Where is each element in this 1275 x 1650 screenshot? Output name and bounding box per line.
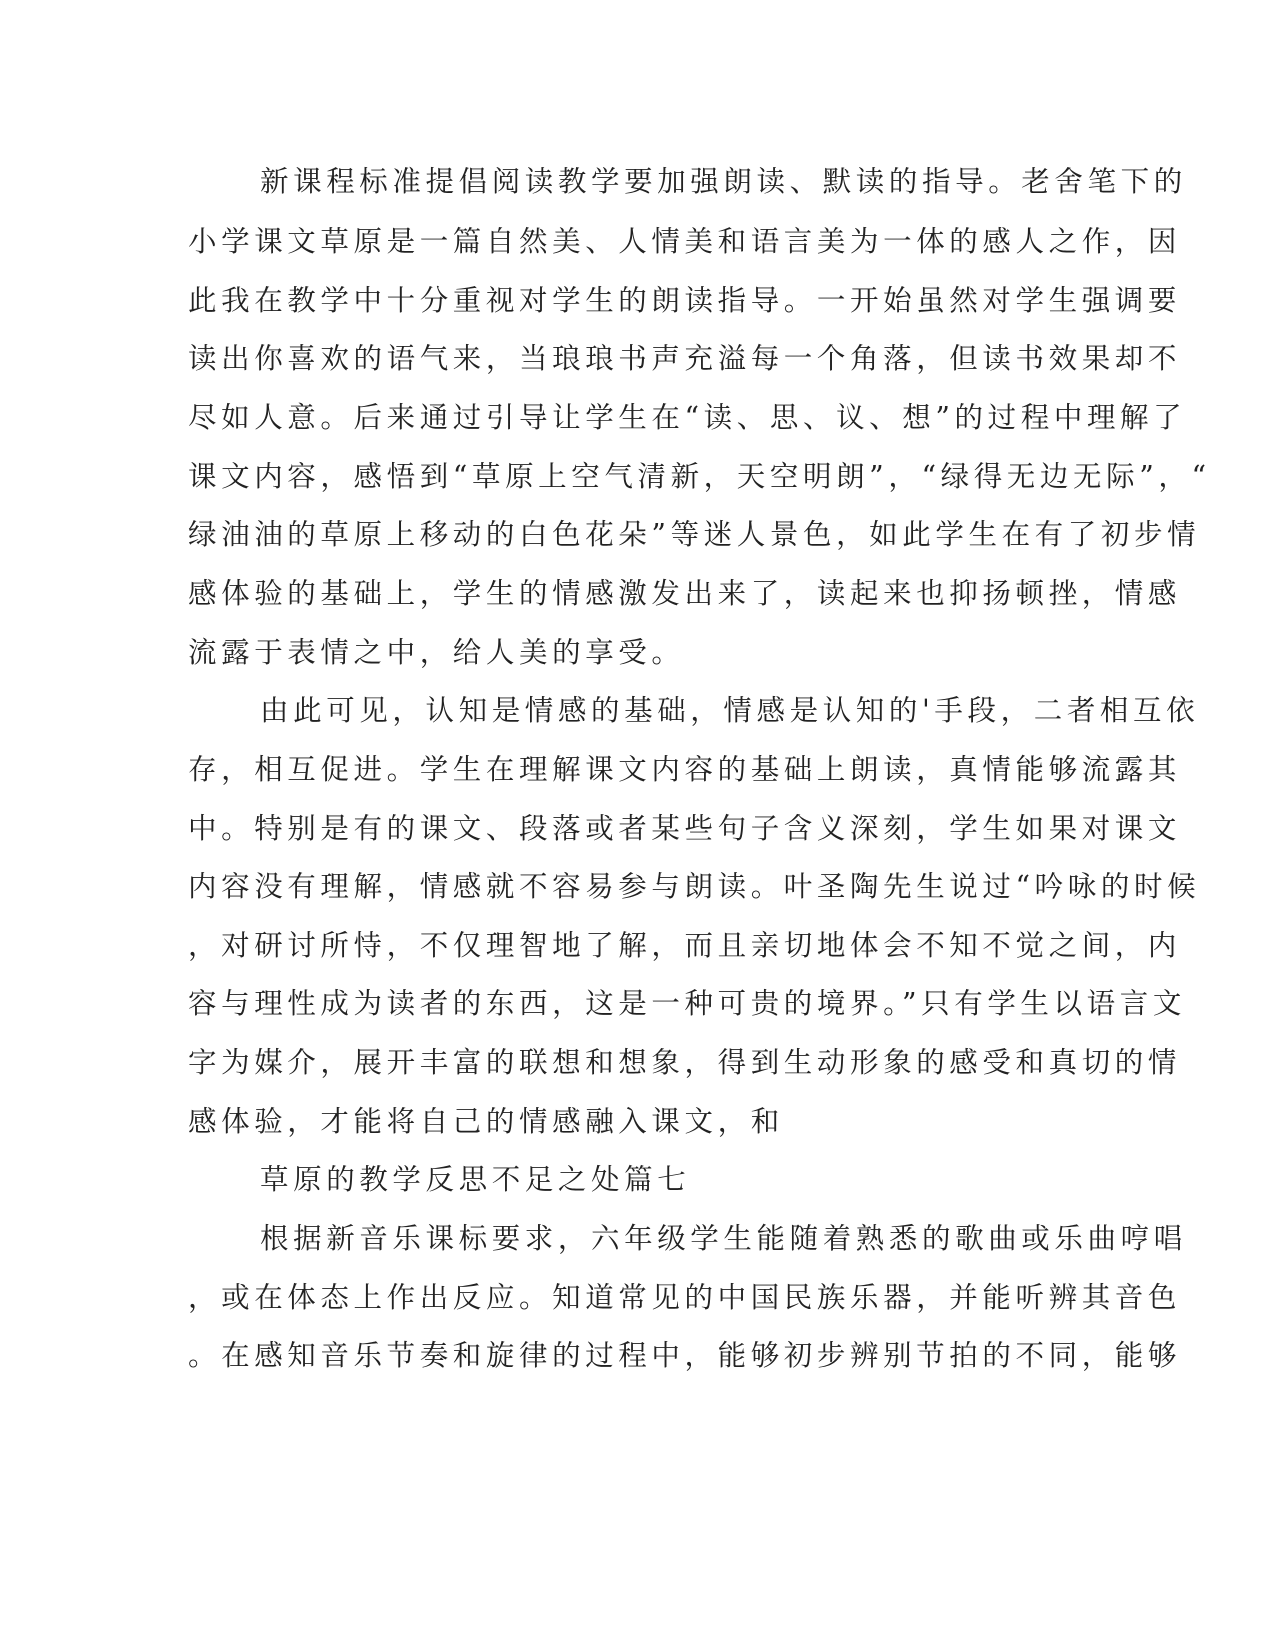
- section-heading: 草原的教学反思不足之处篇七: [260, 1163, 691, 1196]
- paragraph-1-line-8: 感体验的基础上，学生的情感激发出来了，读起来也抑扬顿挫，情感: [188, 577, 1182, 610]
- paragraph-2-line-8: 感体验，才能将自己的情感融入课文，和: [188, 1105, 784, 1138]
- paragraph-3-line-1: 根据新音乐课标要求，六年级学生能随着熟悉的歌曲或乐曲哼唱: [260, 1222, 1187, 1255]
- paragraph-3-line-3: 。在感知音乐节奏和旋律的过程中，能够初步辨别节拍的不同，能够: [188, 1339, 1182, 1372]
- paragraph-2-line-3: 中。特别是有的课文、段落或者某些句子含义深刻，学生如果对课文: [188, 812, 1182, 845]
- paragraph-1-line-9: 流露于表情之中，给人美的享受。: [188, 636, 685, 669]
- paragraph-1-line-4: 读出你喜欢的语气来，当琅琅书声充溢每一个角落，但读书效果却不: [188, 342, 1182, 375]
- paragraph-2-line-1: 由此可见，认知是情感的基础，情感是认知的'手段，二者相互依: [260, 694, 1200, 727]
- paragraph-1-line-1: 新课程标准提倡阅读教学要加强朗读、默读的指导。老舍笔下的: [260, 165, 1187, 198]
- paragraph-2-line-6: 容与理性成为读者的东西，这是一种可贵的境界。”只有学生以语言文: [188, 987, 1186, 1020]
- paragraph-2-line-7: 字为媒介，展开丰富的联想和想象，得到生动形象的感受和真切的情: [188, 1046, 1182, 1079]
- paragraph-1-line-2: 小学课文草原是一篇自然美、人情美和语言美为一体的感人之作，因: [188, 225, 1182, 258]
- paragraph-1-line-3: 此我在教学中十分重视对学生的朗读指导。一开始虽然对学生强调要: [188, 284, 1182, 317]
- paragraph-2-line-4: 内容没有理解，情感就不容易参与朗读。叶圣陶先生说过“吟咏的时候: [188, 870, 1201, 903]
- paragraph-3-line-2: ，或在体态上作出反应。知道常见的中国民族乐器，并能听辨其音色: [188, 1281, 1182, 1314]
- paragraph-1-line-7: 绿油油的草原上移动的白色花朵”等迷人景色，如此学生在有了初步情: [188, 518, 1201, 551]
- paragraph-1-line-6: 课文内容，感悟到“草原上空气清新，天空明朗”，“绿得无边无际”，“: [188, 460, 1211, 493]
- paragraph-1-line-5: 尽如人意。后来通过引导让学生在“读、思、议、想”的过程中理解了: [188, 401, 1187, 434]
- paragraph-2-line-2: 存，相互促进。学生在理解课文内容的基础上朗读，真情能够流露其: [188, 753, 1182, 786]
- paragraph-2-line-5: ，对研讨所恃，不仅理智地了解，而且亲切地体会不知不觉之间，内: [188, 929, 1182, 962]
